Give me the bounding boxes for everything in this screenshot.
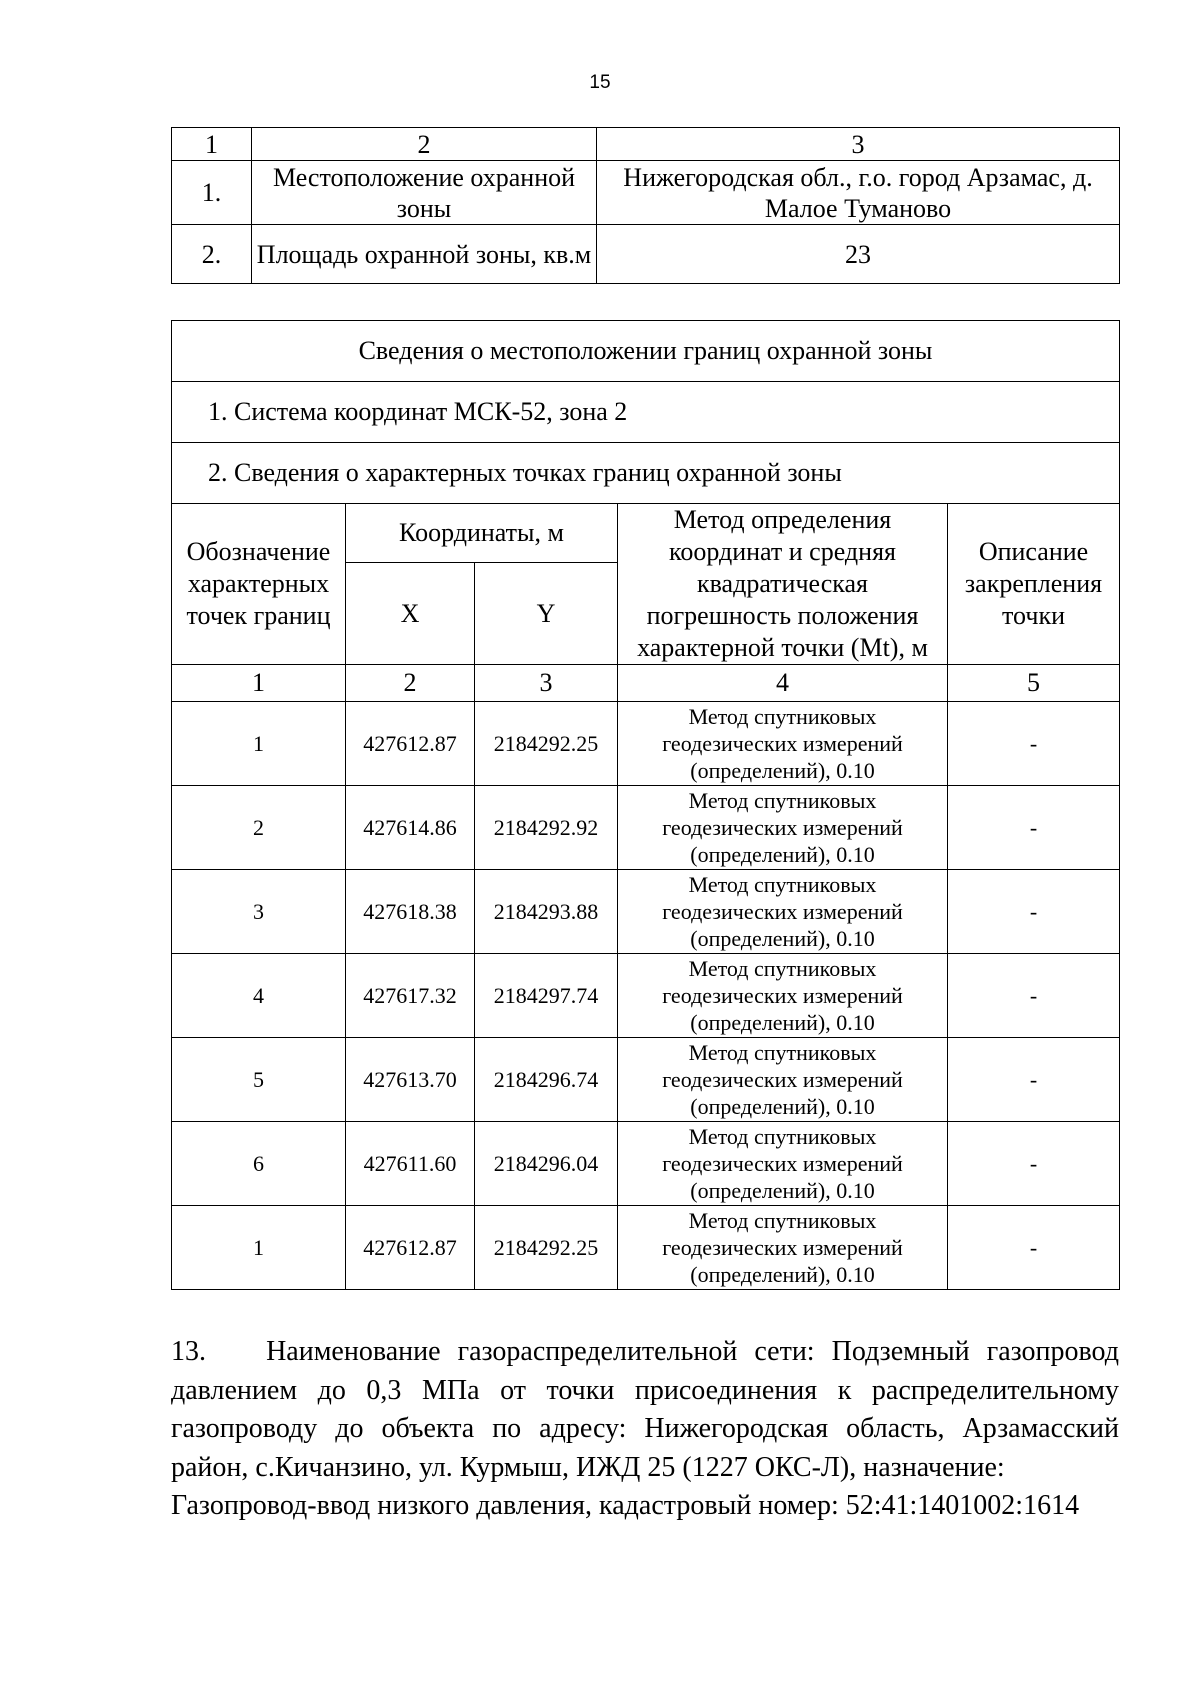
desc-cell: - — [948, 1122, 1120, 1206]
method-cell: Метод спутниковых геодезических измерений (определений), 0.10 — [618, 786, 948, 870]
paragraph-last-line: Газопровод-ввод низкого давления, кадастровый номер: 52:41:1401002:1614 — [171, 1490, 1080, 1521]
coordinate-system-label: 1. Система координат МСК-52, зона 2 — [172, 382, 1120, 443]
paragraph-number: 13. — [171, 1336, 206, 1367]
header-x: X — [346, 563, 475, 665]
info-row-label: Площадь охранной зоны, кв.м — [252, 225, 597, 284]
info-row-location — [172, 161, 1120, 225]
coordinate-system-row — [172, 382, 1120, 443]
desc-cell: - — [948, 1206, 1120, 1290]
coords-data-body — [172, 702, 1120, 1290]
y-cell: 2184293.88 — [475, 870, 618, 954]
header-designation: Обозначение характерных точек границ — [172, 504, 346, 665]
column-number: 4 — [618, 665, 948, 702]
x-cell: 427618.38 — [346, 870, 475, 954]
info-row-number: 1. — [172, 161, 252, 225]
info-header-col-2: 2 — [252, 128, 597, 161]
method-cell: Метод спутниковых геодезических измерений (определений), 0.10 — [618, 702, 948, 786]
info-header-col-1: 1 — [172, 128, 252, 161]
info-header-col-3: 3 — [597, 128, 1120, 161]
coords-data-row — [172, 786, 1120, 870]
x-cell: 427611.60 — [346, 1122, 475, 1206]
point-cell: 3 — [172, 870, 346, 954]
method-cell: Метод спутниковых геодезических измерений (определений), 0.10 — [618, 870, 948, 954]
coords-data-row — [172, 954, 1120, 1038]
column-numbers-row — [172, 665, 1120, 702]
y-cell: 2184292.25 — [475, 1206, 618, 1290]
info-row-label: Местоположение охранной зоны — [252, 161, 597, 225]
x-cell: 427614.86 — [346, 786, 475, 870]
coords-title-row — [172, 321, 1120, 382]
column-number: 1 — [172, 665, 346, 702]
desc-cell: - — [948, 786, 1120, 870]
coords-data-row — [172, 870, 1120, 954]
method-cell: Метод спутниковых геодезических измерений (определений), 0.10 — [618, 1122, 948, 1206]
y-cell: 2184296.74 — [475, 1038, 618, 1122]
coords-header-row-1 — [172, 504, 1120, 563]
coords-table-title: Сведения о местоположении границ охранной зоны — [172, 321, 1120, 382]
desc-cell: - — [948, 870, 1120, 954]
y-cell: 2184292.25 — [475, 702, 618, 786]
column-number: 3 — [475, 665, 618, 702]
info-row-area — [172, 225, 1120, 284]
points-title-label: 2. Сведения о характерных точках границ охранной зоны — [172, 443, 1120, 504]
x-cell: 427617.32 — [346, 954, 475, 1038]
coords-data-row — [172, 702, 1120, 786]
x-cell: 427612.87 — [346, 1206, 475, 1290]
page-number: 15 — [589, 72, 611, 93]
coords-data-row — [172, 1206, 1120, 1290]
method-cell: Метод спутниковых геодезических измерений (определений), 0.10 — [618, 1206, 948, 1290]
x-cell: 427612.87 — [346, 702, 475, 786]
column-number: 5 — [948, 665, 1120, 702]
coords-data-row — [172, 1122, 1120, 1206]
info-row-number: 2. — [172, 225, 252, 284]
column-number: 2 — [346, 665, 475, 702]
points-title-row — [172, 443, 1120, 504]
method-cell: Метод спутниковых геодезических измерений (определений), 0.10 — [618, 1038, 948, 1122]
header-description: Описание закрепления точки — [948, 504, 1120, 665]
protection-zone-info-table — [171, 127, 1120, 284]
paragraph-text: Наименование газораспределительной сети: Подземный газопровод давлением до 0,3 МПа от точки присоединения к распределительному газопроводу до объекта по адресу: Нижегородская область, Арзамасский район, с.Кичанзино, ул. Курмыш, ИЖД 25 (1227 ОКС-Л), назначение: — [171, 1336, 1119, 1483]
gas-network-paragraph — [171, 1333, 1119, 1526]
point-cell: 5 — [172, 1038, 346, 1122]
boundary-coordinates-table — [171, 320, 1120, 1290]
desc-cell: - — [948, 702, 1120, 786]
y-cell: 2184297.74 — [475, 954, 618, 1038]
y-cell: 2184296.04 — [475, 1122, 618, 1206]
point-cell: 1 — [172, 702, 346, 786]
coords-data-row — [172, 1038, 1120, 1122]
point-cell: 4 — [172, 954, 346, 1038]
header-method: Метод определения координат и средняя квадратическая погрешность положения характерной точки (Mt), м — [618, 504, 948, 665]
y-cell: 2184292.92 — [475, 786, 618, 870]
header-y: Y — [475, 563, 618, 665]
info-row-value: 23 — [597, 225, 1120, 284]
point-cell: 6 — [172, 1122, 346, 1206]
method-cell: Метод спутниковых геодезических измерений (определений), 0.10 — [618, 954, 948, 1038]
desc-cell: - — [948, 954, 1120, 1038]
header-coordinates: Координаты, м — [346, 504, 618, 563]
info-table-header-row — [172, 128, 1120, 161]
point-cell: 2 — [172, 786, 346, 870]
info-row-value: Нижегородская обл., г.о. город Арзамас, д. Малое Туманово — [597, 161, 1120, 225]
x-cell: 427613.70 — [346, 1038, 475, 1122]
point-cell: 1 — [172, 1206, 346, 1290]
desc-cell: - — [948, 1038, 1120, 1122]
